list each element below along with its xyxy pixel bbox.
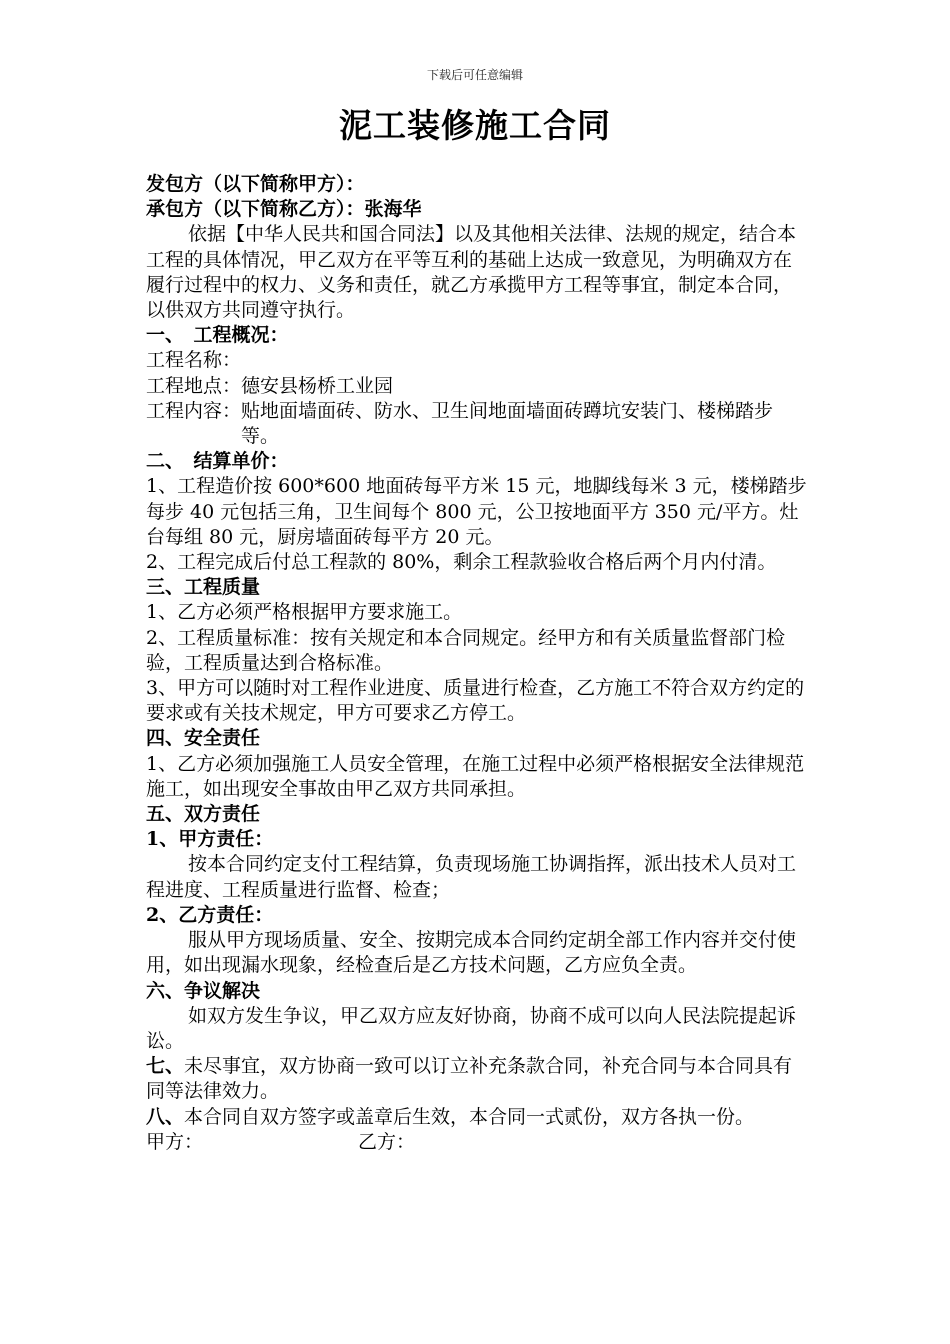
project-content-value: 贴地面墙面砖、防水、卫生间地面墙面砖蹲坑安装门、楼梯踏步等。 (241, 399, 774, 448)
party-b-duty-text: 服从甲方现场质量、安全、按期完成本合同约定胡全部工作内容并交付使用，如出现漏水现象，经检查后是乙方技术问题，乙方应负全责。 (146, 929, 797, 977)
section-2-item-2: 2、工程完成后付总工程款的 80%，剩余工程款验收合格后两个月内付清。 (146, 551, 777, 574)
project-location-label: 工程地点： (146, 374, 242, 397)
signature-line (146, 1130, 808, 1155)
section-1-heading: 一、 工程概况： (146, 324, 289, 347)
download-note: 下载后可任意编辑 (426, 68, 523, 82)
project-content-label: 工程内容： (146, 399, 242, 422)
project-location (146, 374, 808, 399)
section-3-item-1: 1、乙方必须严格根据甲方要求施工。 (146, 601, 463, 624)
section-4-item-1: 1、乙方必须加强施工人员安全管理，在施工过程中必须严格根据安全法律规范施工，如出现安全事故由甲乙双方共同承担。 (146, 752, 805, 800)
party-a-signature-label: 甲方： (146, 1130, 204, 1153)
section-8-text: 本合同自双方签字或盖章后生效，本合同一式贰份，双方各执一份。 (184, 1105, 755, 1128)
section-6-heading: 六、争议解决 (146, 979, 261, 1002)
section-8 (146, 1105, 808, 1130)
party-b-line: 承包方（以下简称乙方）：张海华 (146, 198, 422, 221)
section-7-number: 七、 (146, 1055, 185, 1078)
section-7-text: 未尽事宜，双方协商一致可以订立补充条款合同，补充合同与本合同具有同等法律效力。 (146, 1055, 793, 1103)
section-2-item-1: 1、工程造价按 600*600 地面砖每平方米 15 元，地脚线每米 3 元，楼梯踏步每步 40 元包括三角，卫生间每个 800 元，公卫按地面平方 350 元/平方。灶台每组 80 元，厨房墙面砖每平方 20 元。 (146, 475, 807, 548)
project-name: 工程名称： (146, 349, 242, 372)
contract-body (146, 172, 808, 1155)
section-2-heading: 二、 结算单价： (146, 450, 289, 473)
section-3-item-2: 2、工程质量标准：按有关规定和本合同规定。经甲方和有关质量监督部门检验，工程质量达到合格标准。 (146, 626, 786, 674)
section-6-text: 如双方发生争议，甲乙双方应友好协商，协商不成可以向人民法院提起诉讼。 (146, 1004, 797, 1052)
intro-paragraph: 依据【中华人民共和国合同法】以及其他相关法律、法规的规定，结合本工程的具体情况，甲乙双方在平等互利的基础上达成一致意见，为明确双方在履行过程中的权力、义务和责任，就乙方承揽甲方工程等事宜，制定本合同，以供双方共同遵守执行。 (146, 223, 797, 322)
document-title: 泥工装修施工合同 (339, 106, 611, 145)
section-8-number: 八、 (146, 1105, 185, 1128)
section-7 (146, 1054, 808, 1104)
section-3-item-3: 3、甲方可以随时对工程作业进度、质量进行检查，乙方施工不符合双方约定的要求或有关技术规定，甲方可要求乙方停工。 (146, 677, 805, 725)
project-content (146, 399, 808, 449)
project-location-value: 德安县杨桥工业园 (241, 374, 394, 397)
party-a-line: 发包方（以下简称甲方）： (146, 173, 365, 195)
section-5-heading: 五、双方责任 (146, 803, 261, 826)
section-4-heading: 四、安全责任 (146, 727, 261, 750)
party-b-signature-label: 乙方： (358, 1130, 416, 1153)
section-3-heading: 三、工程质量 (146, 576, 261, 599)
party-b-duty-heading: 2、乙方责任： (146, 903, 274, 926)
party-a-duty-text: 按本合同约定支付工程结算，负责现场施工协调指挥，派出技术人员对工程进度、工程质量进行监督、检查； (146, 853, 797, 901)
party-a-duty-heading: 1、甲方责任： (146, 828, 274, 851)
